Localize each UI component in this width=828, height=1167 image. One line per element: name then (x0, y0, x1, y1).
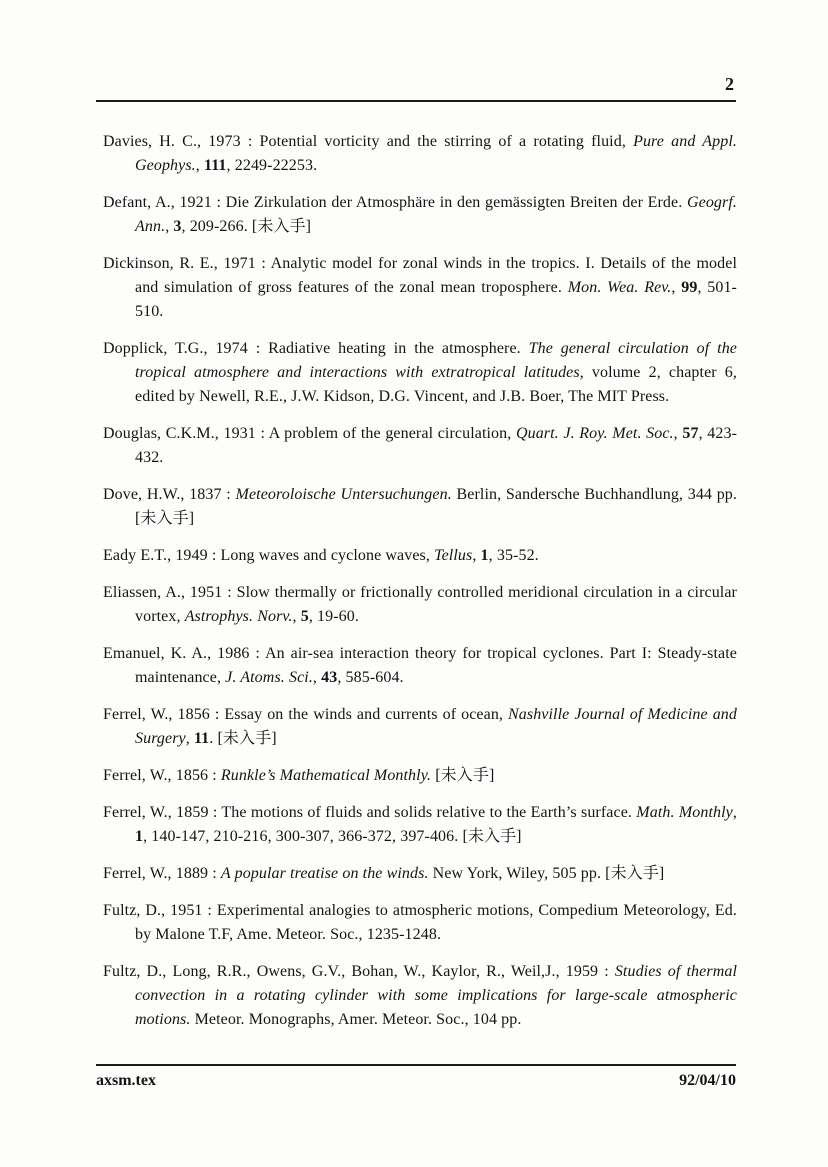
reference-text-segment: 57 (682, 425, 699, 442)
reference-text-segment: Tellus (434, 547, 473, 564)
reference-text-segment: 43 (321, 669, 338, 686)
reference-text-segment: Math. Monthly (636, 804, 733, 821)
reference-text-segment: Studies of thermal convection in a rotating cylinder with some implications for large-scale atmospheric motions. (135, 963, 737, 1028)
reference-text-segment: , 423-432. (135, 425, 737, 466)
reference-text-segment: Douglas, C.K.M., 1931 : A problem of the general circulation, (103, 425, 516, 442)
reference-text-segment: , (673, 425, 683, 442)
reference-entry (103, 642, 737, 690)
reference-entry (103, 252, 737, 324)
reference-text-segment: Dopplick, T.G., 1974 : Radiative heating in the atmosphere. (103, 340, 529, 357)
reference-entry (103, 764, 737, 788)
reference-text-segment: , (195, 157, 204, 174)
page-number: 2 (725, 74, 734, 94)
reference-text-segment: New York, Wiley, 505 pp. [未入手] (428, 865, 665, 882)
reference-text-segment: , 585-604. (337, 669, 404, 686)
reference-text-segment: 1 (480, 547, 489, 564)
reference-entry (103, 422, 737, 470)
reference-text-segment: , 35-52. (488, 547, 539, 564)
page-header-rule (96, 74, 736, 102)
reference-text-segment: 111 (204, 157, 227, 174)
reference-text-segment: Defant, A., 1921 : Die Zirkulation der Atmosphäre in den gemässigten Breiten der Erde. (103, 194, 687, 211)
reference-text-segment: , 209-266. [未入手] (181, 218, 312, 235)
reference-entry (103, 801, 737, 849)
reference-text-segment: , (165, 218, 174, 235)
reference-text-segment: Fultz, D., Long, R.R., Owens, G.V., Bohan, W., Kaylor, R., Weil,J., 1959 : (103, 963, 615, 980)
reference-entry (103, 581, 737, 629)
reference-text-segment: 3 (173, 218, 182, 235)
reference-text-segment: Meteor. Monographs, Amer. Meteor. Soc., 104 pp. (190, 1011, 522, 1028)
reference-text-segment: , 140-147, 210-216, 300-307, 366-372, 397-406. [未入手] (143, 828, 522, 845)
reference-entry (103, 337, 737, 409)
reference-list (103, 130, 737, 1045)
reference-entry (103, 862, 737, 886)
reference-text-segment: 1 (135, 828, 144, 845)
reference-entry (103, 544, 737, 568)
reference-text-segment: Ferrel, W., 1889 : (103, 865, 221, 882)
reference-entry (103, 899, 737, 947)
reference-text-segment: Ferrel, W., 1856 : (103, 767, 221, 784)
reference-text-segment: , (472, 547, 481, 564)
reference-text-segment: Davies, H. C., 1973 : Potential vorticity and the stirring of a rotating fluid, (103, 133, 634, 150)
reference-text-segment: Ferrel, W., 1856 : Essay on the winds and currents of ocean, (103, 706, 508, 723)
reference-entry (103, 483, 737, 531)
reference-text-segment: Pure and Appl. Geophys. (135, 133, 737, 174)
reference-text-segment: , (732, 804, 737, 821)
reference-text-segment: Meteoroloische Untersuchungen. (235, 486, 452, 503)
reference-text-segment: Astrophys. Norv. (184, 608, 293, 625)
reference-text-segment: Dickinson, R. E., 1971 : Analytic model for zonal winds in the tropics. I. Details of the model and simulation of gross features of the zonal mean troposphere. (103, 255, 737, 296)
reference-text-segment: Geogrf. Ann. (135, 194, 737, 235)
reference-text-segment: 11 (193, 730, 210, 747)
reference-text-segment: J. Atoms. Sci. (225, 669, 313, 686)
reference-entry (103, 130, 737, 178)
reference-text-segment: , (292, 608, 301, 625)
reference-entry (103, 703, 737, 751)
reference-text-segment: , 2249-22253. (226, 157, 318, 174)
reference-text-segment: Fultz, D., 1951 : Experimental analogies to atmospheric motions, Compedium Meteorology, Ed. by Malone T.F, Ame. Meteor. Soc., 1235-1248. (103, 902, 737, 943)
reference-text-segment: , (312, 669, 322, 686)
reference-text-segment: Emanuel, K. A., 1986 : An air-sea interaction theory for tropical cyclones. Part I: Steady-state maintenance, (103, 645, 737, 686)
reference-text-segment: A popular treatise on the winds. (220, 865, 429, 882)
footer-date: 92/04/10 (679, 1072, 736, 1089)
reference-text-segment: Eliassen, A., 1951 : Slow thermally or frictionally controlled meridional circulation in a circular vortex, (103, 584, 737, 625)
reference-text-segment: , (671, 279, 682, 296)
reference-text-segment: , volume 2, chapter 6, edited by Newell, R.E., J.W. Kidson, D.G. Vincent, and J.B. Boer, The MIT Press. (135, 364, 738, 405)
reference-text-segment: , 19-60. (308, 608, 359, 625)
reference-entry (103, 191, 737, 239)
reference-text-segment: , (185, 730, 194, 747)
reference-text-segment: , 501-510. (135, 279, 737, 320)
footer-filename: axsm.tex (96, 1072, 156, 1089)
reference-text-segment: Mon. Wea. Rev. (567, 279, 672, 296)
reference-text-segment: The general circulation of the tropical atmosphere and interactions with extratropical latitudes (135, 340, 738, 381)
reference-text-segment: Ferrel, W., 1859 : The motions of fluids and solids relative to the Earth’s surface. (103, 804, 637, 821)
reference-text-segment: [未入手] (431, 767, 495, 784)
reference-text-segment: 99 (681, 279, 698, 296)
reference-text-segment: Quart. J. Roy. Met. Soc. (515, 425, 674, 442)
reference-entry (103, 960, 737, 1032)
reference-text-segment: Dove, H.W., 1837 : (103, 486, 236, 503)
reference-text-segment: Berlin, Sandersche Buchhandlung, 344 pp. [未入手] (135, 486, 737, 527)
page-footer (96, 1064, 736, 1090)
reference-text-segment: Runkle’s Mathematical Monthly. (220, 767, 432, 784)
reference-text-segment: Nashville Journal of Medicine and Surgery (135, 706, 737, 747)
reference-text-segment: . [未入手] (209, 730, 277, 747)
reference-text-segment: 5 (300, 608, 309, 625)
reference-text-segment: Eady E.T., 1949 : Long waves and cyclone waves, (103, 547, 435, 564)
